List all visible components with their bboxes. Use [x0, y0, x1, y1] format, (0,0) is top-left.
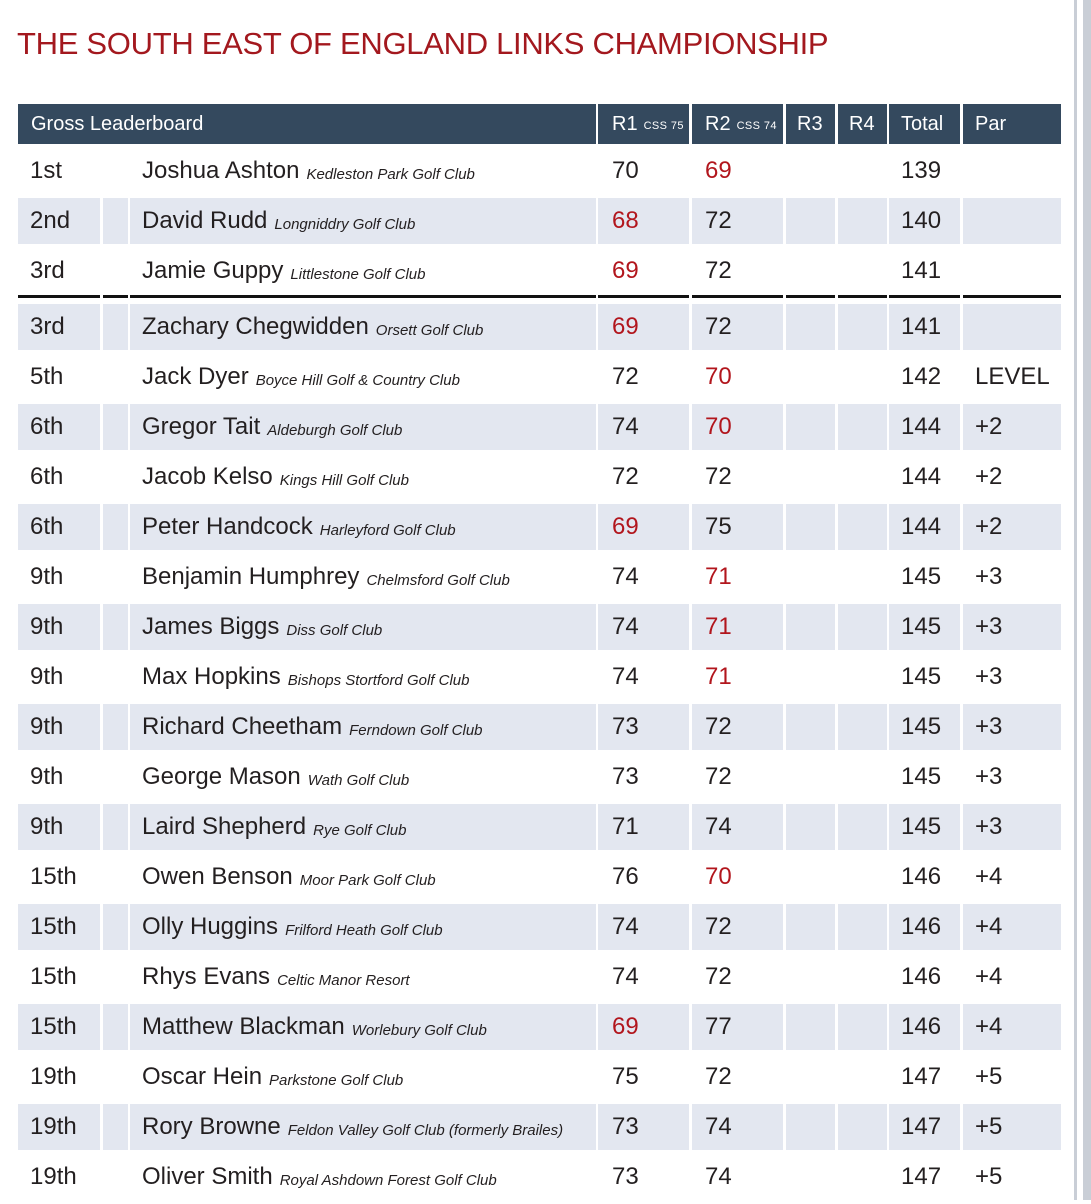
header-r2 — [692, 104, 783, 144]
table-row — [0, 404, 1091, 450]
row-player — [130, 754, 596, 800]
round-4-score — [838, 454, 887, 500]
to-par: +2 — [963, 504, 1061, 550]
row-position: 9th — [30, 563, 64, 590]
row-player — [130, 454, 596, 500]
row-spacer — [103, 554, 128, 600]
round-4-score — [838, 354, 887, 400]
to-par: +5 — [963, 1104, 1061, 1150]
round-3-score — [786, 1054, 835, 1100]
row-spacer — [103, 1054, 128, 1100]
round-4-score — [838, 904, 887, 950]
table-row — [0, 148, 1091, 194]
row-player — [130, 198, 596, 244]
row-position: 2nd — [18, 198, 100, 244]
row-position: 6th — [18, 504, 100, 550]
to-par: +5 — [975, 1063, 1003, 1090]
row-position: 9th — [30, 663, 64, 690]
to-par — [963, 148, 1061, 194]
round-1-score: 72 — [612, 363, 639, 390]
round-2-score: 72 — [705, 1063, 732, 1090]
cut-line-segment — [598, 295, 689, 298]
player-name: Joshua Ashton — [142, 157, 300, 184]
round-4-score — [838, 654, 887, 700]
row-position: 15th — [18, 904, 100, 950]
to-par: +4 — [975, 863, 1003, 890]
table-row — [0, 354, 1091, 400]
total-score: 142 — [901, 363, 942, 390]
club-name: Orsett Golf Club — [375, 321, 484, 339]
club-name: Celtic Manor Resort — [277, 971, 410, 989]
header-total: Total — [889, 104, 960, 144]
to-par: +3 — [975, 763, 1003, 790]
row-spacer — [103, 454, 128, 500]
total-score: 146 — [901, 863, 942, 890]
row-position: 9th — [30, 763, 64, 790]
total-score: 141 — [901, 257, 942, 284]
round-1-score: 69 — [598, 304, 689, 350]
round-1-score: 74 — [598, 904, 689, 950]
row-player — [130, 248, 596, 294]
row-spacer — [103, 904, 128, 950]
player-name: Max Hopkins — [142, 663, 281, 690]
round-1-score: 68 — [598, 198, 689, 244]
round-1-score: 69 — [598, 504, 689, 550]
round-3-score — [786, 304, 835, 350]
club-name: Longniddry Golf Club — [274, 215, 416, 233]
club-name: Harleyford Golf Club — [319, 521, 456, 539]
table-row — [0, 804, 1091, 850]
row-spacer — [103, 954, 128, 1000]
table-row — [0, 704, 1091, 750]
row-position: 3rd — [30, 257, 65, 284]
total-score: 146 — [889, 904, 960, 950]
row-spacer — [103, 704, 128, 750]
round-2-score: 72 — [705, 257, 732, 284]
row-player — [130, 354, 596, 400]
round-2-score: 75 — [692, 504, 783, 550]
table-row — [0, 904, 1091, 950]
row-spacer — [103, 654, 128, 700]
player-name: Oliver Smith — [142, 1163, 273, 1190]
total-score: 144 — [901, 463, 942, 490]
table-header — [0, 104, 1091, 144]
round-3-score — [786, 148, 835, 194]
player-name: Zachary Chegwidden — [142, 313, 369, 340]
row-spacer — [103, 1154, 128, 1200]
table-row — [0, 304, 1091, 350]
round-2-score: 72 — [692, 198, 783, 244]
cut-line-segment — [18, 295, 100, 298]
round-2-score: 72 — [705, 763, 732, 790]
header-r1-label: R1 — [612, 112, 638, 135]
row-player — [130, 704, 596, 750]
table-row — [0, 1004, 1091, 1050]
row-player — [130, 654, 596, 700]
round-4-score — [838, 754, 887, 800]
total-score: 139 — [901, 157, 942, 184]
table-row — [0, 604, 1091, 650]
row-player — [130, 804, 596, 850]
row-position: 15th — [18, 1004, 100, 1050]
row-position: 15th — [30, 863, 77, 890]
row-position: 6th — [18, 404, 100, 450]
table-row — [0, 654, 1091, 700]
row-player — [130, 304, 596, 350]
row-position: 5th — [30, 363, 64, 390]
round-4-score — [838, 854, 887, 900]
round-1-score: 74 — [598, 604, 689, 650]
round-4-score — [838, 198, 887, 244]
round-3-score — [786, 854, 835, 900]
row-spacer — [103, 854, 128, 900]
row-position: 19th — [30, 1163, 77, 1190]
round-1-score: 73 — [612, 1163, 639, 1190]
round-1-score: 74 — [612, 963, 639, 990]
round-2-score: 71 — [705, 663, 732, 690]
player-name: George Mason — [142, 763, 301, 790]
row-player — [130, 604, 596, 650]
round-4-score — [838, 504, 887, 550]
total-score: 146 — [889, 1004, 960, 1050]
round-1-score: 69 — [612, 257, 639, 284]
club-name: Wath Golf Club — [307, 771, 410, 789]
round-2-score: 74 — [705, 1163, 732, 1190]
row-spacer — [103, 804, 128, 850]
round-2-score: 74 — [692, 1104, 783, 1150]
round-1-score: 74 — [598, 404, 689, 450]
to-par — [963, 248, 1061, 294]
round-3-score — [786, 404, 835, 450]
row-position: 9th — [18, 604, 100, 650]
player-name: Jamie Guppy — [142, 257, 284, 284]
total-score: 147 — [901, 1163, 942, 1190]
row-position: 3rd — [18, 304, 100, 350]
player-name: Gregor Tait — [142, 413, 261, 440]
round-4-score — [838, 1154, 887, 1200]
row-player — [130, 148, 596, 194]
to-par: +5 — [975, 1163, 1003, 1190]
table-row — [0, 504, 1091, 550]
player-name: James Biggs — [142, 613, 280, 640]
total-score: 145 — [889, 804, 960, 850]
row-spacer — [103, 354, 128, 400]
cut-line-segment — [692, 295, 783, 298]
row-position: 6th — [30, 463, 64, 490]
player-name: Benjamin Humphrey — [142, 563, 360, 590]
club-name: Parkstone Golf Club — [269, 1071, 404, 1089]
round-3-score — [786, 504, 835, 550]
club-name: Rye Golf Club — [313, 821, 407, 839]
round-3-score — [786, 904, 835, 950]
row-position: 9th — [18, 804, 100, 850]
header-r2-label: R2 — [705, 112, 731, 135]
round-2-score: 71 — [692, 604, 783, 650]
round-3-score — [786, 454, 835, 500]
row-spacer — [103, 404, 128, 450]
club-name: Littlestone Golf Club — [290, 265, 426, 283]
row-player — [130, 504, 596, 550]
cut-line-segment — [786, 295, 835, 298]
round-4-score — [838, 604, 887, 650]
row-player — [130, 554, 596, 600]
row-spacer — [103, 604, 128, 650]
header-r1 — [598, 104, 689, 144]
round-4-score — [838, 148, 887, 194]
table-row — [0, 1054, 1091, 1100]
club-name: Boyce Hill Golf & Country Club — [255, 371, 460, 389]
row-position: 1st — [30, 157, 63, 184]
player-name: Owen Benson — [142, 863, 293, 890]
player-name: Jacob Kelso — [142, 463, 273, 490]
row-spacer — [103, 504, 128, 550]
player-name: Matthew Blackman — [142, 1013, 345, 1040]
round-3-score — [786, 704, 835, 750]
row-spacer — [103, 148, 128, 194]
row-player — [130, 954, 596, 1000]
club-name: Worlebury Golf Club — [351, 1021, 487, 1039]
page-title: THE SOUTH EAST OF ENGLAND LINKS CHAMPIONSHIP — [17, 26, 829, 61]
round-1-score: 74 — [612, 663, 639, 690]
to-par: +3 — [975, 563, 1003, 590]
to-par: +3 — [963, 604, 1061, 650]
row-player — [130, 1104, 596, 1150]
player-name: David Rudd — [142, 207, 268, 234]
row-player — [130, 904, 596, 950]
round-4-score — [838, 1104, 887, 1150]
round-4-score — [838, 704, 887, 750]
cut-line-segment — [130, 295, 596, 298]
player-name: Oscar Hein — [142, 1063, 263, 1090]
table-row — [0, 754, 1091, 800]
club-name: Feldon Valley Golf Club (formerly Brailes) — [287, 1121, 564, 1139]
round-3-score — [786, 804, 835, 850]
total-score: 145 — [901, 563, 942, 590]
leaderboard-table — [0, 104, 1091, 1204]
round-2-score: 70 — [692, 404, 783, 450]
row-position: 15th — [30, 963, 77, 990]
row-spacer — [103, 754, 128, 800]
total-score: 145 — [889, 604, 960, 650]
to-par: +2 — [975, 463, 1003, 490]
row-position: 19th — [18, 1104, 100, 1150]
row-player — [130, 1004, 596, 1050]
club-name: Kings Hill Golf Club — [279, 471, 409, 489]
player-name: Peter Handcock — [142, 513, 313, 540]
total-score: 145 — [901, 763, 942, 790]
club-name: Kedleston Park Golf Club — [306, 165, 475, 183]
round-1-score: 76 — [612, 863, 639, 890]
club-name: Bishops Stortford Golf Club — [287, 671, 470, 689]
row-spacer — [103, 248, 128, 294]
table-row — [0, 1104, 1091, 1150]
row-spacer — [103, 304, 128, 350]
table-body — [0, 148, 1091, 1200]
to-par: +2 — [963, 404, 1061, 450]
round-2-score: 70 — [705, 863, 732, 890]
header-board-label: Gross Leaderboard — [18, 104, 596, 144]
round-3-score — [786, 354, 835, 400]
round-2-score: 74 — [692, 804, 783, 850]
round-4-score — [838, 954, 887, 1000]
table-row — [0, 454, 1091, 500]
club-name: Royal Ashdown Forest Golf Club — [279, 1171, 497, 1189]
total-score: 145 — [901, 663, 942, 690]
row-spacer — [103, 1104, 128, 1150]
club-name: Ferndown Golf Club — [349, 721, 483, 739]
round-1-score: 71 — [598, 804, 689, 850]
total-score: 140 — [889, 198, 960, 244]
row-player — [130, 404, 596, 450]
header-r4: R4 — [838, 104, 887, 144]
round-2-score: 72 — [692, 904, 783, 950]
header-r2-css: CSS 74 — [736, 120, 777, 132]
row-player — [130, 1054, 596, 1100]
total-score: 144 — [889, 404, 960, 450]
player-name: Laird Shepherd — [142, 813, 307, 840]
total-score: 147 — [889, 1104, 960, 1150]
row-player — [130, 1154, 596, 1200]
to-par: +4 — [963, 1004, 1061, 1050]
total-score: 144 — [889, 504, 960, 550]
to-par — [963, 304, 1061, 350]
round-1-score: 73 — [598, 704, 689, 750]
to-par: +3 — [975, 663, 1003, 690]
row-position: 9th — [18, 704, 100, 750]
cut-line-segment — [103, 295, 128, 298]
round-1-score: 75 — [612, 1063, 639, 1090]
qualifying-cut-line — [0, 295, 1091, 299]
player-name: Richard Cheetham — [142, 713, 343, 740]
round-1-score: 69 — [598, 1004, 689, 1050]
table-row — [0, 554, 1091, 600]
round-1-score: 73 — [598, 1104, 689, 1150]
row-spacer — [103, 198, 128, 244]
round-1-score: 70 — [612, 157, 639, 184]
cut-line-segment — [889, 295, 960, 298]
club-name: Chelmsford Golf Club — [366, 571, 510, 589]
round-3-score — [786, 754, 835, 800]
table-row — [0, 1154, 1091, 1200]
row-player — [130, 854, 596, 900]
round-3-score — [786, 1154, 835, 1200]
round-3-score — [786, 954, 835, 1000]
round-4-score — [838, 404, 887, 450]
to-par: +4 — [975, 963, 1003, 990]
to-par: +3 — [963, 704, 1061, 750]
round-4-score — [838, 554, 887, 600]
round-2-score: 70 — [705, 363, 732, 390]
total-score: 141 — [889, 304, 960, 350]
round-2-score: 72 — [692, 304, 783, 350]
row-position: 19th — [30, 1063, 77, 1090]
round-3-score — [786, 604, 835, 650]
club-name: Frilford Heath Golf Club — [285, 921, 443, 939]
club-name: Diss Golf Club — [286, 621, 383, 639]
to-par: +4 — [963, 904, 1061, 950]
round-2-score: 69 — [705, 157, 732, 184]
round-1-score: 74 — [612, 563, 639, 590]
table-row — [0, 954, 1091, 1000]
header-r1-css: CSS 75 — [643, 120, 684, 132]
round-1-score: 72 — [612, 463, 639, 490]
round-2-score: 72 — [692, 704, 783, 750]
header-par: Par — [963, 104, 1061, 144]
player-name: Jack Dyer — [142, 363, 249, 390]
row-spacer — [103, 1004, 128, 1050]
round-2-score: 77 — [692, 1004, 783, 1050]
round-2-score: 72 — [705, 963, 732, 990]
round-3-score — [786, 1104, 835, 1150]
round-4-score — [838, 804, 887, 850]
round-3-score — [786, 554, 835, 600]
round-3-score — [786, 198, 835, 244]
total-score: 145 — [889, 704, 960, 750]
table-row — [0, 854, 1091, 900]
player-name: Rhys Evans — [142, 963, 271, 990]
total-score: 147 — [901, 1063, 942, 1090]
cut-line-segment — [963, 295, 1061, 298]
cut-line-segment — [838, 295, 887, 298]
to-par: +3 — [963, 804, 1061, 850]
player-name: Rory Browne — [142, 1113, 281, 1140]
to-par: LEVEL — [975, 363, 1050, 390]
player-name: Olly Huggins — [142, 913, 279, 940]
club-name: Moor Park Golf Club — [299, 871, 436, 889]
round-3-score — [786, 248, 835, 294]
round-1-score: 73 — [612, 763, 639, 790]
table-row — [0, 248, 1091, 294]
club-name: Aldeburgh Golf Club — [267, 421, 403, 439]
round-2-score: 72 — [705, 463, 732, 490]
total-score: 146 — [901, 963, 942, 990]
round-4-score — [838, 1004, 887, 1050]
round-3-score — [786, 654, 835, 700]
round-4-score — [838, 248, 887, 294]
round-4-score — [838, 304, 887, 350]
header-r3: R3 — [786, 104, 835, 144]
table-row — [0, 198, 1091, 244]
round-4-score — [838, 1054, 887, 1100]
round-3-score — [786, 1004, 835, 1050]
round-2-score: 71 — [705, 563, 732, 590]
to-par — [963, 198, 1061, 244]
